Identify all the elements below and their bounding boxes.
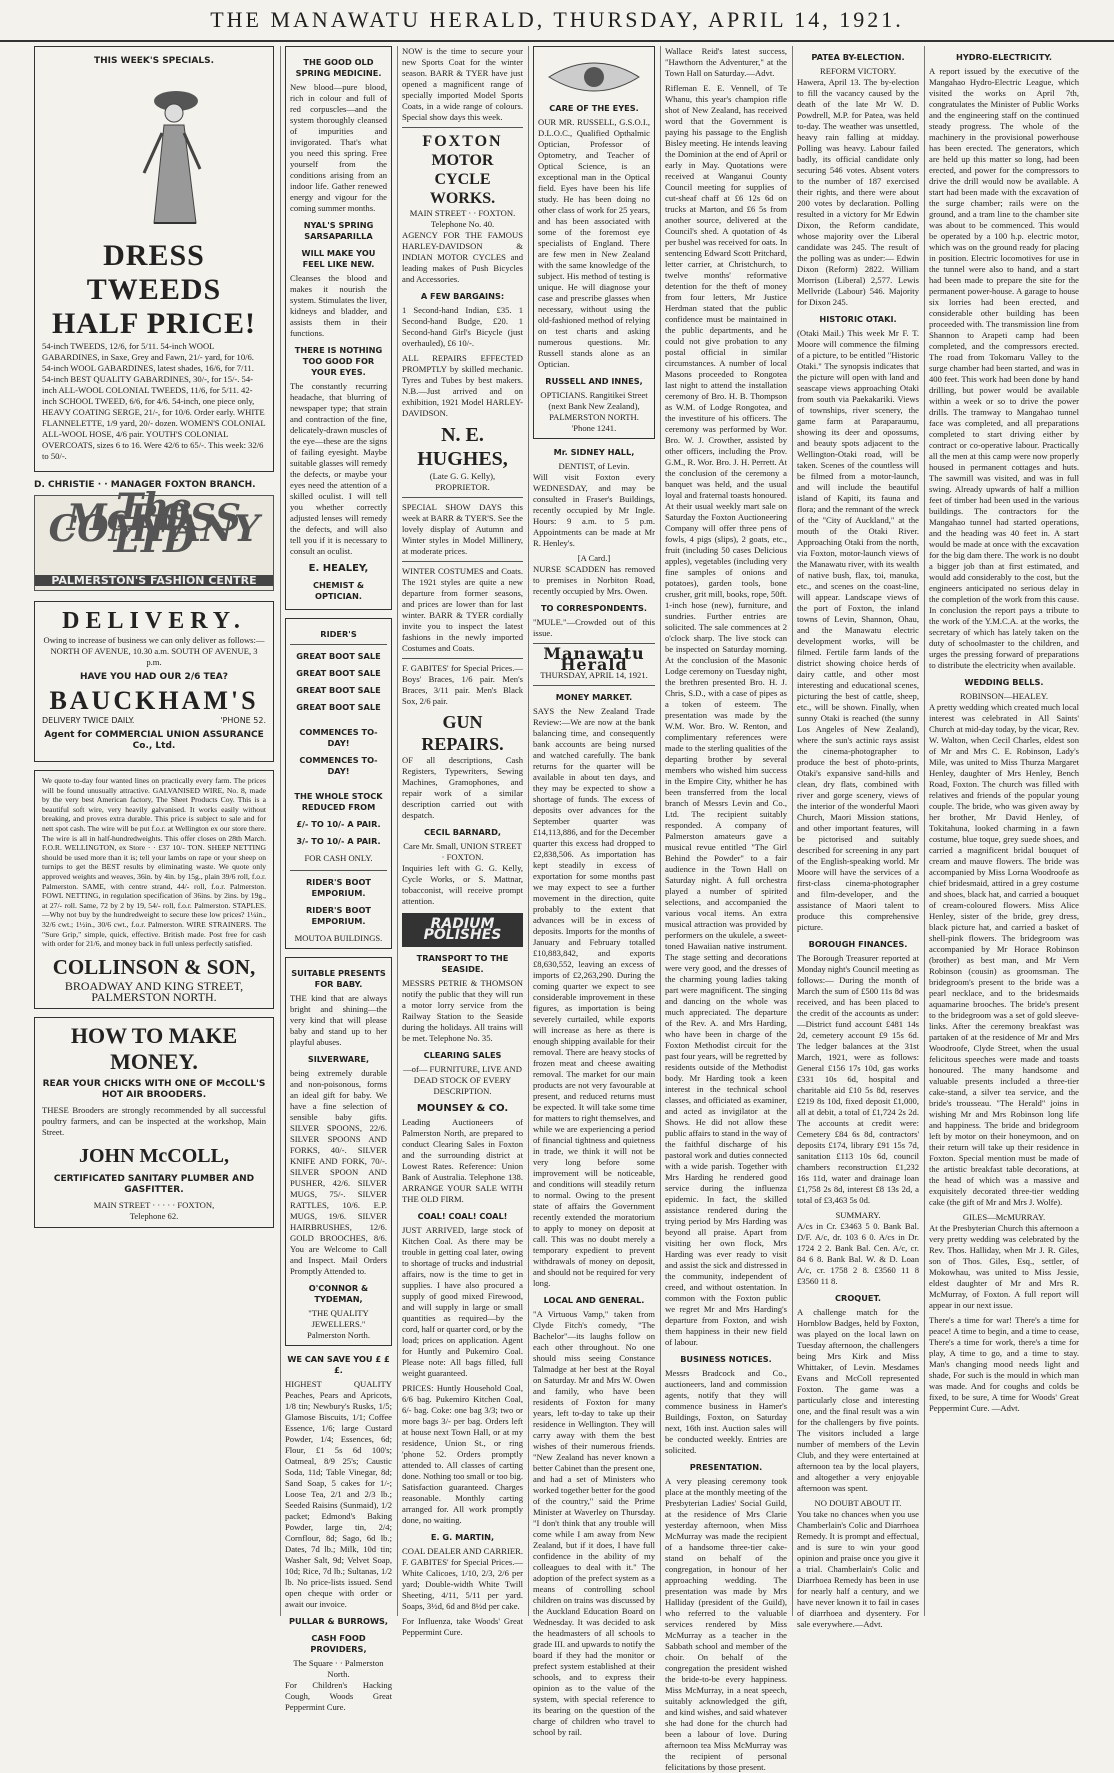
robinson-subtitle: ROBINSON—HEALEY. [960, 691, 1048, 701]
cash-only: FOR CASH ONLY. [304, 853, 373, 863]
newspaper-title: THE MANAWATU HERALD, THURSDAY, APRIL 14, 1921. [210, 7, 904, 32]
mcross-logo [34, 486, 274, 591]
mccoll-telephone: Telephone 62. [129, 1210, 179, 1221]
healey-subtitle: CHEMIST & OPTICIAN. [312, 580, 365, 601]
mccoll-address: MAIN STREET · · · · · FOXTON, [93, 1199, 215, 1210]
otaki-text: (Otaki Mail.) This week Mr F. T. Moore will commence the filming of a picture, to be entitled "Historic Otaki." The synopsis indicates that the picture will open with land and seascape views approaching Otaki from south via Paekakariki. Views of townships, river scenery, the game farm at Paraparaumu, showing its deer and opossums, and beauty spots adjacent to the Wellington-Otaki road, will be taken. Scenes of the countless will be filmed from a motor-launch, and will include the beautiful island of Kapiti, its fauna and flora; and the remnant of the wreck of the "City of Auckland," at the mouth of the Otaki River. Approaching Otaki from the north, via Foxton, motor-launch views of the Manawatu river, with its wealth of native bush, flax, toi, manuka, etc., and scenes on the coast-line, will appear. Landscape views of the port of Foxton, the inland towns of Levin, Shannon, Ohau, and the Manawatu electric development works, will be filmed. Fertile farm lands of the district showing choice herds of dairy cattle, and other most interesting and educational scenes, picturing the best of cattle, sheep, etc., will be shown. Finally, when sunny Otaki is reached (the sunny Los Angeles of New Zealand), where the sun's actinic rays assist the cinema-photographer to produce the best of photo-prints, Otaki's expansive sand-hills and clean, dry flats, combined with river and gorge scenery, views of the interior of the wonderful Maori Church, Maori Mission stations, and other important features, will be pictorised and suitably described for screening in any part of the English-speaking world. Mr Moore will have the services of a first-class cinema-photographer and film-developer, and the assistance of Maori talent to produce this comprehensive picture. [797, 328, 919, 932]
herald-nameplate: Manawatu Herald [543, 644, 645, 674]
eyes-care-text: OUR MR. RUSSELL, G.S.O.I., D.L.O.C., Qualified Opthalmic Optician, Professor of Optometry, and Teacher of Optical Science, is an exceptional man in the Optical field. Eyes have been his life study. He has been doing no other class of work for 25 years, and has been associated with some of the foremost eye specialists of England. There are few men in New Zealand with the same knowledge of the subject. His method of testing is unique. He will diagnose your case and prescribe glasses when necessary, without using the old-fashioned method of relying on test charts and asking numerous questions. Mr. Russell stands alone as an Optician. [538, 117, 650, 369]
gabites-text: F. GABITES' for Special Prices.—Boys' Braces, 1/6 pair. Men's Braces, 3/11 pair. Men's Black Sox, 2/6 pair. [402, 663, 523, 706]
business-notices-title: BUSINESS NOTICES. [680, 1354, 772, 1364]
bauckham-delivery: DELIVERY TWICE DAILY. [42, 716, 135, 725]
grocer-text: HIGHEST QUALITY Peaches, Pears and Apricots, 1/8 tin; Newbury's Rusks, 1/5; Glamose Biscuits, 1/1; Coffee Essence, 1/6; large Custard Powder, 1/4; Essences, 6d; Flour, £1 5s 6d 100's; Oatmeal, 8/9 25's; Caustic Soda, 11d; Table Vinegar, 8d; Sand Soap, 5 cakes for 1/-; Loose Tea, 2/1 and 2/3 lb.; Seeded Raisins (Sunmaid), 1/2 packet; Edmond's Baking Powder, large tin, 2/4; Cornflour, 8d; Sago, 6d lb.; Dates, 7d lb.; Milk, 10d tin; Washer Salt, 9d; Velvet Soap, 10d; Rice, 7d lb.; Sultanas, 1/2 lb. No price-lists issued. Send open cheque with order or await our invoice. [285, 1379, 392, 1609]
logo-subtitle: PALMERSTON'S FASHION CENTRE [35, 575, 273, 586]
price-line-2: 3/- TO 10/- A PAIR. [296, 836, 381, 846]
coal-prices: PRICES: Huntly Household Coal, 6/6 bag. Pukemiro Kitchen Coal, 6/- bag. Coke: one bag 3/3; two or more bags 3/- per bag. Orders left at house next Town Hall, or at my residence, Union St., or ring 'phone 52. Orders promptly attended to. All classes of carting done. Nothing too small or too big. Satisfaction guaranteed. Charges reasonable. Monthly carting arranged for. All work promptly done, no waiting. [402, 1383, 523, 1525]
reform-subtitle: REFORM VICTORY. [820, 66, 896, 76]
column-5 [665, 46, 787, 1772]
price-line-1: £/- TO 10/- A PAIR. [296, 819, 381, 829]
column-7 [929, 46, 1079, 1616]
masthead [0, 0, 1114, 42]
delivery-ad [34, 601, 274, 762]
russell-title: RUSSELL AND INNES, [545, 376, 643, 386]
jeweller-ad [285, 957, 392, 1346]
local-general-text: "A Virtuous Vamp," taken from Clyde Fitch's comedy, "The Bachelor"—its laughs follow on each other throughout. No one should miss seeing Constance Talmadge at her best at the Royal on Saturday. Mr and Mrs W. Owen and family, who have been residents of Foxton for many years, left to-day to take up their residence in Wellington. They will carry away with them the best wishes of their numerous friends. "New Zealand has never known a better Cabinet than the present one, and had a set of Ministers who worked together better for the good of the country," said the Prime Minister at Waverley on Thursday. "I don't think that any trouble will come while I am away from New Zealand, but if it does, I have full confidence in the ability of my colleagues to deal with it." The adoption of the prefect system as a means of controlling school children on trains was discussed by the Auckland Education Board on Wednesday. It was decided to ask the headmasters of all schools to grade III. and upwards to notify the board if they had the monitor or prefect system established at their schools, and to express their opinion as to the value of the system, with special reference to its bearing on the question of the charge of children who travel to school by rail. [533, 1309, 655, 1737]
tweeds-list: 54-inch TWEEDS, 12/6, for 5/11. 54-inch WOOL GABARDINES, in Saxe, Grey and Fawn, 21/- yard, for 10/6. 54-inch WOOL GABARDINES, latest shades, 16/6, for 7/11. 54-inch BEST QUALITY GABARDINES, 30/-, for 15/-. 54-inch ALL-WOOL COLONIAL TWEEDS, 11/6, for 5/11. 42-inch SCHOOL TWEED, 6/6, for 4/6. 54-inch, one piece only, HEAVY COATING SERGE, 21/-, for 10/6. Order early. WHITE FLANNELETTE, 1/9 yard, 20/- dozen. WOMEN'S COLONIAL ALL-WOOL HOSE, 4/6 pair. YOUTH'S COLONIAL OVERCOATS, sizes 6 to 16. Were 42/6 to 65/-. This week: 32/6 to 50/-. [42, 341, 266, 461]
money-market-text: SAYS the New Zealand Trade Review:—We are now at the bank balancing time, and consequently bank accounts are being nursed and watched carefully. The bank returns for the quarter will be available in about ten days, and they may be expected to show a shortage of funds. The excess of deposits over advances for the September quarter was £14,113,886, and for the December quarter this excess had dropped to £2,838,506. As importation has kept steadily in excess of exportation for some months past we may expect to see a further movement in the direction, quite probably to the extent that advances will be in excess of deposits. Imports for the months of January and February totalled £10,883,842, and exports £8,630,552, leaving an excess of imports of £2,263,290. During the coming quarter we expect to see considerable improvement in these figures, as importation is being severely curtailed, while exports will increase as here as there is enough shipping available for their removal. There are heavy stocks of frozen meat and cheese awaiting removal. The market for our main products are not very favourable at present, and reduced returns must be expected. It will take some time for matters to right themselves, and while we are experiencing a period of financial tightness and quietness in trade, we think it will not be very long before some improvement will be noticeable, and conditions will steadily return to normal. Owing to the present state of affairs the Government recently extended the moratorium to apply to money on deposit at call. This was no doubt merely a temporary expedient to prevent withdrawals of money on deposit, and should not be required for very long. [533, 706, 655, 1288]
gun-title: GUN REPAIRS. [421, 712, 504, 754]
logo-text: The McROSS COMPANY LTD [48, 486, 260, 561]
local-general-title: LOCAL AND GENERAL. [543, 1295, 645, 1305]
riders-title: RIDER'S [320, 629, 357, 639]
patea-title: PATEA BY-ELECTION. [811, 52, 905, 62]
boot-sale-line: GREAT BOOT SALE [296, 702, 381, 712]
boot-sale-line: GREAT BOOT SALE [296, 685, 381, 695]
dentist-text: Will visit Foxton every WEDNESDAY, and may be consulted in Fraser's Buildings, recently occupied by Mr Ingle. Hours: 9 a.m. to 5 p.m. Appointments can be made at Mr R. Henley's. [533, 472, 655, 548]
oconnor-title: O'CONNOR & TYDEMAN, [308, 1283, 369, 1304]
bauckham-title: BAUCKHAM'S [49, 686, 259, 715]
specials-ad [34, 46, 274, 472]
baby-text: THE kind that are always bright and shining—the very kind that will please baby and stand up to her playful abuses. [290, 993, 387, 1047]
pullar-subtitle: CASH FOOD PROVIDERS, [310, 1633, 367, 1654]
column-rule [280, 46, 281, 1616]
nyals-text: Cleanses the blood and makes it nourish the system. Stimulates the liver, kidneys and bladder, and assists them in their functions. [290, 273, 387, 338]
commences-line: COMMENCES TO-DAY! [299, 727, 378, 748]
no-doubt-text: You take no chances when you use Chamberlain's Colic and Diarrhoea Remedy. It is prompt and effectual, and is sure to win your good opinion and praise once you give it a trial. Chamberlain's Colic and Diarrhoea Remedy has been in use for nearly half a century, and we have never known it to fail in cases of diarrhoea and dysentery. For sale everywhere.—Advt. [797, 1509, 919, 1629]
hughes-subtitle: (Late G. G. Kelly), PROPRIETOR. [429, 471, 496, 492]
otaki-title: HISTORIC OTAKI. [819, 314, 897, 324]
martin-subtitle: COAL DEALER AND CARRIER. [402, 1546, 523, 1556]
presentation-text: A very pleasing ceremony took place at the monthly meeting of the Presbyterian Ladies' Social Guild, at the residence of Mrs Clarie yesterday afternoon, when Miss McMurray was made the recipient of a handsome three-tier cake-stand on behalf of the congregation, in honour of her approaching wedding. The presentation was made by Mrs Halliday (president of the Guild), who referred to the valuable services rendered by Miss McMurray as a teacher in the Sabbath school and member of the choir. On behalf of the congregation the president wished the bride-to-be every happiness. Miss McMurray, in a neat speech, suitably acknowledged the gift, and kind wishes, and said whatever she had done for the church had been a labour of love. During afternoon tea Miss McMurray was the recipient of personal felicitations by those present. [665, 1476, 787, 1772]
fashion-figure-illustration [84, 73, 224, 233]
oconnor-subtitle: "THE QUALITY JEWELLERS." [308, 1308, 369, 1329]
tweeds-title: DRESS TWEEDS [86, 239, 222, 306]
business-notices-text: Messrs Bradcock and Co., auctioneers, land and commission agents, notify that they will commence business in Hamer's Buildings, Foxton, on Saturday next, 16th inst. Auction sales will be conducted weekly. Entries are solicited. [665, 1368, 787, 1455]
manager-line: D. CHRISTIE · · MANAGER FOXTON BRANCH. [34, 480, 256, 490]
herald-date: THURSDAY, APRIL 14, 1921. [540, 670, 648, 680]
radium-text: RADIUM POLISHES [423, 916, 502, 943]
news-text: Rifleman E. E. Vennell, of Te Whanu, this year's champion rifle shot of New Zealand, has received word that the Government is paying his passage to the English Bisley meeting. He intends leaving the Dominion at the end of April or early in May. Quotations were received at Wanganui County Council meeting for supplies of cut-sheaf chaff at £6 12s 6d on trucks at Marton, and £6 5s from another source, delivered at the Council's shed. A quotation of 4s per bushel was received for oats. In sentencing Edward Scott Pritchard, letter carrier, at Christchurch, to twelve months' reformative detention for the theft of money from four letters, Mr Justice Herdman stated that the public confidence must be maintained in the public departments, and he could not give probation to any postal official in similar circumstances. A number of local Masons proceeded to Rongotea last night to attend the installation ceremony of Bro. H. B. Thompson as W.M. of Lodge Rongotea, and the investiture of his officers. The ceremony was performed by Wor. Bro. W. J. Crowther, assisted by other officers, including the Prov. G.M., R. Wor. Bro. J. H. Perrett. At the conclusion of the ceremony a banquet was held, and the usual loyal and fraternal toasts honoured. At their usual weekly mart sale on Saturday the Foxton Auctioneering Company will offer three pens of fowls, 4 pigs (slips), 2 goats, etc., fruit (including 50 cases Delicious apples), vegetables (including very fine samples of onions and potatoes), garden tools, bone crusher, grit mill, books, rope, 50ft. 1-inch hose (new), furniture, and sundries. Further entries are solicited. The sale commences at 2 o'clock sharp. The live stock can be inspected on Saturday morning. At the conclusion of the Masonic Lodge ceremony on Tuesday night, the brethren presented Bro. H. J. Chris, S.D., with a case of pipes as a token of esteem. The presentation was made by the W.M. Wor. Bro. W. Renton, and complimentary references were made to the sterling qualities of the departing brother by several members who wished him success in the Empire City, whither he has been transferred from the local branch of Messrs Levin and Co., Ltd. The recipient suitably responded. A company of Palmerston amateurs gave a musical revue entitled "The Girl Behind the Powder" to a fair audience in the Town Hall on Saturday night. A full orchestra played a number of spirited selections, and accompanied the various vocal items. An extra musical attraction was provided by performers on the ukulele, a sweet-toned Hawaiian native instrument. The stage setting and decorations were very good, and the dresses of the charming young ladies taking part were magnificent. The singing and dancing on the whole was much appreciated. The departure of the Rev. A. and Mrs Harding, who have been in charge of the Foxton Methodist circuit for the past four years, will be regretted by residents outside of the Methodist body. Mr Harding took a keen interest in the technical school classes, and officiated as examiner, and acted as invigilator at the Shows. He did not allow these public affairs to stand in the way of the faithful discharge of his pastoral work and duties connected with a wide parish. Together with Mrs Harding he rendered good service during the influenza epidemic. In fact, the skilled assistance rendered during the trying period by Mrs Harding was beyond all praise. Apart from visiting her own flock, Mrs Harding was ever ready to visit and assist the sick and distressed in the community, independent of creed, and without ostentation. In common with the Foxton public we regret Mr and Mrs Harding's departure from Foxton, and wish them happiness in their new field of labour. [665, 83, 787, 1347]
summary-title: SUMMARY. [835, 1210, 881, 1220]
croquet-text: A challenge match for the Hornblow Badges, held by Foxton, was played on the local lawn on Tuesday afternoon, the challengers being Mrs Kirk and Miss Whittaker, of Levin. Mesdames Evans and McColl represented Foxton. The game was a particularly close and interesting one, and the final result was a win for the challengers by five points. The visitors included a large number of members of the Levin Club, and they were entertained at afternoon tea by the local players, and altogether a very enjoyable afternoon was spent. [797, 1307, 919, 1493]
brooder-ad [34, 1017, 274, 1228]
card-label: [A Card.] [577, 553, 611, 563]
patea-text: Hawera, April 13. The by-election to fill the vacancy caused by the death of the late Mr W. D. Powdrell, M.P. for Patea, was held to-day. The weather was unsettled, heavy rain falling at midday. Polling was heavy. Labour failed badly, its official candidate only securing 546 votes. Absent voters to the number of 187 exercised their rights, and there were about 200 votes by declaration. Polling resulted in a victory for Mr Edwin Dixon, the Reform candidate, whose majority over the Liberal candidate was 245. The result of the polling was as under:— Edwin Dixon (Reform) 2822. William Morrison (Liberal) 2,577. Lewis Mellvride (Labour) 546. Majority for Dixon 245. [797, 77, 919, 307]
nurse-text: NURSE SCADDEN has removed to premises in Norbiton Road, recently occupied by Mrs. Owen. [533, 564, 655, 596]
coal-title: COAL! COAL! COAL! [417, 1211, 508, 1221]
mccoll-title: JOHN McCOLL, [79, 1144, 229, 1167]
bauckham-phone: 'PHONE 52. [220, 716, 266, 725]
mounsey-title: MOUNSEY & CO. [416, 1103, 509, 1114]
gabites-calico-text: F. GABITES' for Special Prices.—White Calicoes, 1/10, 2/3, 2/6 per yard; Double-width White Twill Sheeting, 4/11, 5/11 per yard. Soaps, 3½d, 6d and 8½d per cake. [402, 1557, 523, 1611]
silverware-title: SILVERWARE, [307, 1054, 370, 1064]
boot-sale-line: GREAT BOOT SALE [296, 651, 381, 661]
cough-advert: For Children's Hacking Cough, Woods Great Peppermint Cure. [285, 1680, 392, 1712]
money-title: HOW TO MAKE MONEY. [70, 1022, 238, 1074]
main-street: MAIN STREET · · FOXTON. [409, 208, 516, 218]
winter-text: WINTER COSTUMES and Coats. The 1921 styles are quite a new departure from former seasons, and prices are lower than for last winter. BARR & TYER cordially invite you to inspect the latest fashions in the newly imported Costumes and Coats. [402, 566, 523, 653]
optician-ad [533, 46, 655, 439]
transport-title: TRANSPORT TO THE SEASIDE. [416, 953, 509, 974]
spring-text: New blood—pure blood, rich in colour and full of red corpuscles—and the system thoroughly cleansed of impurities and invigorated. That's what you need this spring. Free yourself from the conditions arising from an indoor life. Gather renewed energy and vigour for the coming summer months. [290, 82, 387, 213]
radium-logo [402, 913, 523, 947]
martin-title: E. G. MARTIN, [430, 1532, 495, 1542]
gun-text: OF all descriptions, Cash Registers, Typewriters, Sewing Machines, Gramophones, and repair work of a similar description carried out with despatch. [402, 755, 523, 820]
giles-text: At the Presbyterian Church this afternoon a very pretty wedding was celebrated by the Rev. Thos. Halliday, when Mr J. R. Giles, son of Thos. Giles, Esq., settler, of Mokowhau, was united to Miss Jessie, eldest daughter of Mr and Mrs R. McMurray, of Foxton. A full report will appear in our next issue. [929, 1223, 1079, 1310]
half-price-title: HALF PRICE! [51, 307, 257, 340]
eyes-title: THERE IS NOTHING TOO GOOD FOR YOUR EYES. [294, 345, 383, 377]
clearing-text: —of— FURNITURE, LIVE AND DEAD STOCK OF EVERY DESCRIPTION. [403, 1064, 522, 1096]
russell-subtitle: OPTICIANS. Rangitikei Street (next Bank New Zealand), PALMERSTON NORTH. 'Phone 1241. [540, 390, 648, 433]
hughes-title: N. E. HUGHES, [417, 424, 508, 470]
column-3 [402, 46, 523, 1637]
peppermint-poem: There's a time for war! There's a time for peace! A time to begin, and a time to cease, There's a time for work, there's a time for play, A time to go, and a time to stay. Man's changing mood needs light and shade, For such is the mould in which man was made. And for coughs and colds be fixed, to be sure, A time for Woods' Great Peppermint Cure. —Advt. [929, 1315, 1079, 1413]
bargains-title: A FEW BARGAINS: [420, 291, 505, 301]
boot-sale-line: GREAT BOOT SALE [296, 668, 381, 678]
baby-title: SUITABLE PRESENTS FOR BABY. [291, 968, 386, 989]
pullar-title: PULLAR & BURROWS, [288, 1616, 389, 1626]
coal-text: JUST ARRIVED, large stock of Kitchen Coal. As there may be trouble in getting coal later, owing to shortage of trucks and industrial affairs, now is the time to get in supplies. I have also procured a supply of good mixed Firewood, and will supply in large or small quantities as required—by the cord, half or quarter cord, or by the load; prices on application. Agent for Huntly and Pukemiro Coal. Please note: All bags filled, full weight guaranteed. [402, 1225, 523, 1378]
healey-ad [285, 46, 392, 610]
sports-coats-text: NOW is the time to secure your new Sports Coat for the winter season. BARR & TYER have just opened a magnificent range of specially imported Model Sports Coats, in a wide range of colours. Special show days this week. [402, 46, 523, 122]
barnard-text: Inquiries left with G. G. Kelly, Cycle Works, or S. Mattnar, tobacconist, will receive prompt attention. [402, 863, 523, 906]
eyes-text: The constantly recurring headache, that blurring of newspaper type; that strain and contraction of the fine, delicately-drawn muscles of the eye—these are the signs of failing eyesight. Maybe suitable glasses will remedy the defects, or maybe your eyes need the attention of a skilled oculist. I will tell you whether correctly adjusted lenses will remedy the defects, and will also tell you if it is necessary to consult an oculist. [290, 381, 387, 556]
bauckham-agent: Agent for COMMERCIAL UNION ASSURANCE Co., Ltd. [44, 730, 264, 751]
mounsey-text: Leading Auctioneers of Palmerston North, are prepared to conduct Clearing Sales in Foxton and the surrounding district at Lowest Rates. Reference: Union Bank of Australia. Telephone 138. ARRANGE YOUR SALE WITH THE OLD FIRM. [402, 1117, 523, 1204]
moutoa-line: MOUTOA BUILDINGS. [294, 933, 383, 943]
emporium-line: RIDER'S BOOT EMPORIUM. [305, 905, 372, 926]
dentist-subtitle: DENTIST, of Levin. [558, 461, 630, 471]
specials-heading: THIS WEEK'S SPECIALS. [94, 56, 214, 66]
mule-text: "MULE."—Crowded out of this issue. [533, 617, 655, 638]
silver-text: being extremely durable and non-poisonous, forms an ideal gift for baby. We have a fine selection of sensible baby gifts. SILVER SPOONS, 22/6. SILVER SPOONS AND FORKS, 40/-. SILVER KNIFE AND FORK, 70/-. SILVER SPOON AND PUSHER, 42/6. SILVER MUGS, 75/-. SILVER RATTLES, 10/6. E.P. MUGS, 19/6. SILVER HAIRBRUSHES, 12/6. GOLD BROOCHES, 8/6. You are Welcome to Call and Inspect. Mail Orders Promptly Attended to. [290, 1068, 387, 1276]
croquet-title: CROQUET. [835, 1293, 881, 1303]
clearing-title: CLEARING SALES [423, 1050, 502, 1060]
transport-text: MESSRS PETRIE & THOMSON notify the public that they will run a motor lorry service from the Railway Station to the Seaside during the holidays. All trains will be met. Telephone No. 35. [402, 978, 523, 1043]
pullar-address: The Square · · Palmerston North. [293, 1658, 384, 1679]
wedding-title: WEDDING BELLS. [964, 677, 1044, 687]
mccoll-subtitle: CERTIFICATED SANITARY PLUMBER AND GASFITTER. [53, 1173, 255, 1195]
bargains-text: 1 Second-hand Indian, £35. 1 Second-hand Budge, £20. 1 Second-hand Girl's Bicycle (just overhauled), £6 10/-. [402, 305, 523, 348]
hydro-title: HYDRO-ELECTRICITY. [955, 52, 1053, 62]
tea-question: HAVE YOU HAD OUR 2/6 TEA? [80, 672, 228, 682]
collinson-title: COLLINSON & SON, [52, 954, 256, 979]
money-market-title: MONEY MARKET. [555, 692, 633, 702]
finances-text: The Borough Treasurer reported at Monday night's Council meeting as follows:— During the month of March the sum of £500 11s 8d was received, and has been placed to the credit of the accounts as under:—District fund account £481 14s 2d, cemetery account £9 15s 6d. The ledger balances at the 31st March, 1921, were as follows: General £156 17s 10d, gas works £331 10s 6d, hospital and charitable aid £10 5s 8d, reserves £219 8s 10d, fixed deposit £1,000, all at debit, a total of £1,724 2s 2d. The accounts at credit were: Cemetery £84 6s 8d, contractors' deposits £174, library £91 15s 7d, sanitation £113 10s 6d, council chambers reconstruction £1,232 16s 11d, water and drainage loan £1,758 2s 8d, interest £8 13s 2d, a total of £3,463 5s 0d. [797, 953, 919, 1205]
column-rule [528, 46, 529, 1616]
commences-line: COMMENCES TO-DAY! [299, 755, 378, 776]
delivery-title: DELIVERY. [62, 608, 246, 634]
delivery-text: Owing to increase of business we can only deliver as follows:— NORTH OF AVENUE, 10.30 a.m. SOUTH OF AVENUE, 3 p.m. [43, 635, 265, 667]
healey-name: E. HEALEY, [308, 563, 369, 574]
foxton-title: FOXTON [422, 133, 503, 150]
barnard-subtitle: Care Mr. Small, UNION STREET · FOXTON. [403, 841, 522, 862]
barnard-title: CECIL BARNARD, [423, 827, 501, 837]
giles-subtitle: GILES—McMURRAY. [962, 1212, 1046, 1222]
whole-stock-line: THE WHOLE STOCK REDUCED FROM [294, 791, 383, 812]
column-rule [792, 46, 793, 1616]
nyals-subtitle: WILL MAKE YOU FEEL LIKE NEW. [301, 248, 376, 269]
column-rule [924, 46, 925, 1616]
telephone: Telephone No. 40. [430, 219, 495, 229]
emporium-line: RIDER'S BOOT EMPORIUM. [305, 877, 372, 898]
oconnor-address: Palmerston North. [306, 1330, 370, 1340]
column-2 [285, 46, 392, 1712]
collinson-address-1: BROADWAY AND KING STREET, [64, 978, 244, 993]
presentation-title: PRESENTATION. [689, 1462, 763, 1472]
agency-text: AGENCY FOR THE FAMOUS HARLEY-DAVIDSON & INDIAN MOTOR CYCLES and leading makes of Push Bicycles and Accessories. [402, 230, 523, 284]
column-rule [660, 46, 661, 1616]
spring-title: THE GOOD OLD SPRING MEDICINE. [295, 57, 382, 78]
eye-illustration [544, 57, 644, 97]
show-days-text: SPECIAL SHOW DAYS this week at BARR & TYER'S. See the lovely display of Autumn and Winter styles in Model Millinery, at moderate prices. [402, 502, 523, 556]
save-title: WE CAN SAVE YOU £ £ £. [287, 1354, 390, 1375]
dentist-title: Mr. SIDNEY HALL, [553, 447, 635, 457]
column-1 [34, 46, 274, 1616]
wire-ad [34, 770, 274, 1009]
hydro-text: A report issued by the executive of the Mangahao Hydro-Electric League, which visited the works on April 7th, congratulates the Minister of Public Works and the engineering staff on the continued steady progress. The whole of the machinery in the provisional powerhouse has been erected. The generators, which are held up this matter so long, had been erected, and power for the compressors to drive the drill would now be available. A start had been made with the excavation of the surge chamber; rails were on the ground, and a tram line to the chamber site was about to be commenced. This would be operated by a 100 h.p. electric motor, which was on the ground ready for placing in position. Electric locomotives for use in the tunnel were also to hand, and a start had been made to prepare the site for the permanent power-house. A garage to house six lorries had been erected, and considerable other building has been proceeded with. The transmission line from Shannon to Arapeti camp had been completed, and the compressors erected. The road from Tokomaru Valley to the surge chamber had been started, and was in 400 feet. This work had been done by hand drilling, but power would be available within a week or so to drive the power drills. The tramway to Mangahao tunnel face was completed, and all preparations completed to start driving either by contract or co-operative labour. Practically all the men at this camp were now properly housed in permanent cottages and huts. The sawmill was visited, and was in full swing. Already upwards of half a million feet of timber had been used in the various buildings. The contractors for the Mangahao tunnel had started operations, and the heading was 40 feet in. A start would be made at once with the excavation for the big dam there. The work is no doubt a bigger job than at first estimated, and would add considerably to the cost, but the engineers anticipated no serious delay in the completion of the work from this cause. In conclusion the report pays a tribute to the work of the Y.M.C.A. at the works, the secretary of which has lately taken on the duty of schoolmaster to the children, and urges the pressing forward of preparations to distribute the electricity when available. [929, 66, 1079, 670]
motor-title: MOTOR CYCLE WORKS. [429, 152, 496, 207]
summary-text: A/cs in Cr. £3463 5 0. Bank Bal. D/F. A/c, dr. 103 6 0. A/cs in Dr. 1724 2 2. Bank Bal. Cen. A/c, cr. 84 6 8. Bank Bal. W. & D. Loan A/c, cr. 1758 2 8. £3560 11 8 £3560 11 8. [797, 1221, 919, 1286]
nyals-title: NYAL'S SPRING SARSAPARILLA [303, 220, 374, 241]
money-subtitle: REAR YOUR CHICKS WITH ONE OF McCOLL'S HOT AIR BROODERS. [42, 1078, 266, 1100]
no-doubt-title: NO DOUBT ABOUT IT. [814, 1498, 902, 1508]
wire-text: We quote to-day four wanted lines on practically every farm. The prices will be found unusually attractive. GALVANISED WIRE, No. 8, made by the very best American factory, The Sheet Products Coy. This is a beautiful soft wire, very heavily galvanised. It works easily without breaking, and proves extra durable. This price is subject to sale and for nett spot cash. The wire will be put f.o.r. at Wellington ex our store there. The wire is all in half-hundredweights. This offer closes on 28th March. F.O.R. WELLINGTON, ex Store · · £37 10/- TON. SHEEP NETTING should be used more than it is; tell your lambs on rape or your sheep on turnips to get the BEST results by eliminating waste. We quote only approved weights and weaves, 36in. by 4in. by 15g., plain 39/6 roll, f.o.r. Palmerston. SAME, with centre strand, 44/- roll, f.o.r. Palmerston. FOWL NETTING, in regulation specification of 36ins. by 2ins. by 19g., at 27/- roll. Same, 72 by 2 by 19, 54/- roll, f.o.r. Palmerston. STAPLES.—Why not buy by the hundredweight to secure these low prices? 1¼in., 32/6 cwt.; 1½in., 30/6 cwt., f.o.r. Palmerston. WIRE STRAINERS. The "Sure Grip," simple, quick, effective. British made. Post free for cash with order for 21/6, and money back in full unless perfectly satisfied. [42, 776, 266, 949]
column-6 [797, 46, 919, 1629]
column-4 [533, 46, 655, 1737]
influenza-text: For Influenza, take Woods' Great Peppermint Cure. [402, 1616, 523, 1637]
eyes-care-title: CARE OF THE EYES. [549, 103, 639, 113]
money-text: THESE Brooders are strongly recommended by all successful poultry farmers, and can be inspected at the workshop, Main Street. [42, 1104, 266, 1137]
column-rule [397, 46, 398, 1616]
repairs-text: ALL REPAIRS EFFECTED PROMPTLY by skilled mechanic. Tyres and Tubes by best makers. N.B.—Just arrived and on exhibition, 1921 Model HARLEY-DAVIDSON. [402, 353, 523, 418]
riders-ad [285, 618, 392, 949]
collinson-address-2: PALMERSTON NORTH. [91, 989, 217, 1004]
finances-title: BOROUGH FINANCES. [808, 939, 908, 949]
wedding-text: A pretty wedding which created much local interest was celebrated in All Saints' Church at mid-day today, by the vicar, Rev. W. Walton, when Cecil Charles, eldest son of Mr and Mrs C. E. Robinson, Lady's Mile, was united to Miss Thurza Margaret Henley, daughter of Mrs Henley, Bench Road, Foxton. The church was filled with relatives and friends of the popular young couple. The bride, who was given away by her brother, Mr David Henley, of Tokitahuna, looked charming in a fawn costume, blue toque, grey suede shoes, and carried a magnificent bridal bouquet of cream and mauve flowers. The bride was accompanied by Miss Lorna Woodroofe as chief bridesmaid, attired in a grey costume and shoes, black hat, and carried a bouquet of cream-coloured flowers. Miss Alice Henley, sister of the bride, grey dress, black picture hat, and carried a basket of shell-pink flowers. The bridegroom was accompanied by Mr Horace Robinson (brother) as best man, and Mr Vern Robinson (cousin) as groomsman. The bridegroom's present to the bride was a pearl necklace, and to the bridesmaids aquamarine brooches. The bride's present to the bridegroom was a set of gold sleeve-links. After the ceremony breakfast was partaken of at the residence of Mr and Mrs Woodroofe, Clyde Street, when the usual felicitous speeches were made and toasts honoured. The many handsome and valuable presents included a three-tier cake-stand, a silver tea service, and the bride's trousseau. "The Herald" joins in wishing Mr and Mrs Robinson long life and happiness. The bride and bridegroom left by motor on their honeymoon, and on their return will take up their residence in Foxton. Special mention must be made of the artistic breakfast table decorations, at the head of which was a massive and exquisitely decorated three-tier wedding cake (the gift of Mr and Mrs J. Wolfe). [929, 702, 1079, 1207]
correspondents-title: TO CORRESPONDENTS. [540, 603, 648, 613]
reid-advert: Wallace Reid's latest success, "Hawthorn the Adventurer," at the Town Hall on Saturday.—Advt. [665, 46, 787, 78]
